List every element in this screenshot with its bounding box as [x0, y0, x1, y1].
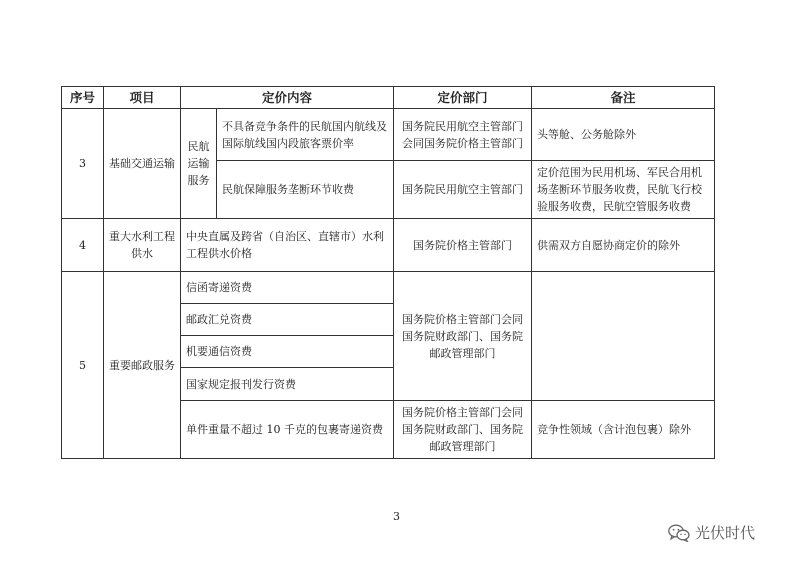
table-row	[62, 219, 715, 272]
header-content: 定价内容	[181, 87, 394, 109]
row-item: 重大水利工程供水	[104, 219, 181, 272]
row-seq: 5	[62, 272, 104, 459]
row-content: 邮政汇兑资费	[181, 304, 394, 336]
table-row	[62, 109, 715, 161]
header-item: 项目	[104, 87, 181, 109]
row-content: 中央直属及跨省（自治区、直辖市）水利工程供水价格	[181, 219, 394, 272]
row-note: 头等舱、公务舱除外	[532, 109, 715, 161]
table-row	[62, 272, 715, 304]
row-content: 单件重量不超过 10 千克的包裹寄递资费	[181, 401, 394, 459]
row-seq: 4	[62, 219, 104, 272]
row-content: 信函寄递资费	[181, 272, 394, 304]
row-note: 定价范围为民用机场、军民合用机场垄断环节服务收费，民航飞行校验服务收费，民航空管服务收费	[532, 161, 715, 219]
row-note: 供需双方自愿协商定价的除外	[532, 219, 715, 272]
row-dept: 国务院民用航空主管部门会同国务院价格主管部门	[394, 109, 532, 161]
row-content: 不具备竞争条件的民航国内航线及国际航线国内段旅客票价率	[217, 109, 394, 161]
header-dept: 定价部门	[394, 87, 532, 109]
row-dept: 国务院价格主管部门	[394, 219, 532, 272]
watermark	[668, 522, 755, 543]
row-content: 国家规定报刊发行资费	[181, 368, 394, 401]
pricing-table	[61, 86, 715, 459]
header-seq: 序号	[62, 87, 104, 109]
page-number: 3	[393, 510, 400, 523]
row-dept: 国务院价格主管部门会同国务院财政部门、国务院邮政管理部门	[394, 272, 532, 401]
row-note: 竞争性领域（含计泡包裹）除外	[532, 401, 715, 459]
row-note	[532, 272, 715, 401]
row-seq: 3	[62, 109, 104, 219]
header-note: 备注	[532, 87, 715, 109]
row-content: 机要通信资费	[181, 336, 394, 368]
row-item: 基础交通运输	[104, 109, 181, 219]
table-header-row	[62, 87, 715, 109]
row-item: 重要邮政服务	[104, 272, 181, 459]
wechat-icon	[668, 524, 690, 542]
row-subcategory: 民航运输服务	[181, 109, 217, 219]
row-content: 民航保障服务垄断环节收费	[217, 161, 394, 219]
row-dept: 国务院价格主管部门会同国务院财政部门、国务院邮政管理部门	[394, 401, 532, 459]
row-dept: 国务院民用航空主管部门	[394, 161, 532, 219]
watermark-label: 光伏时代	[695, 524, 756, 542]
